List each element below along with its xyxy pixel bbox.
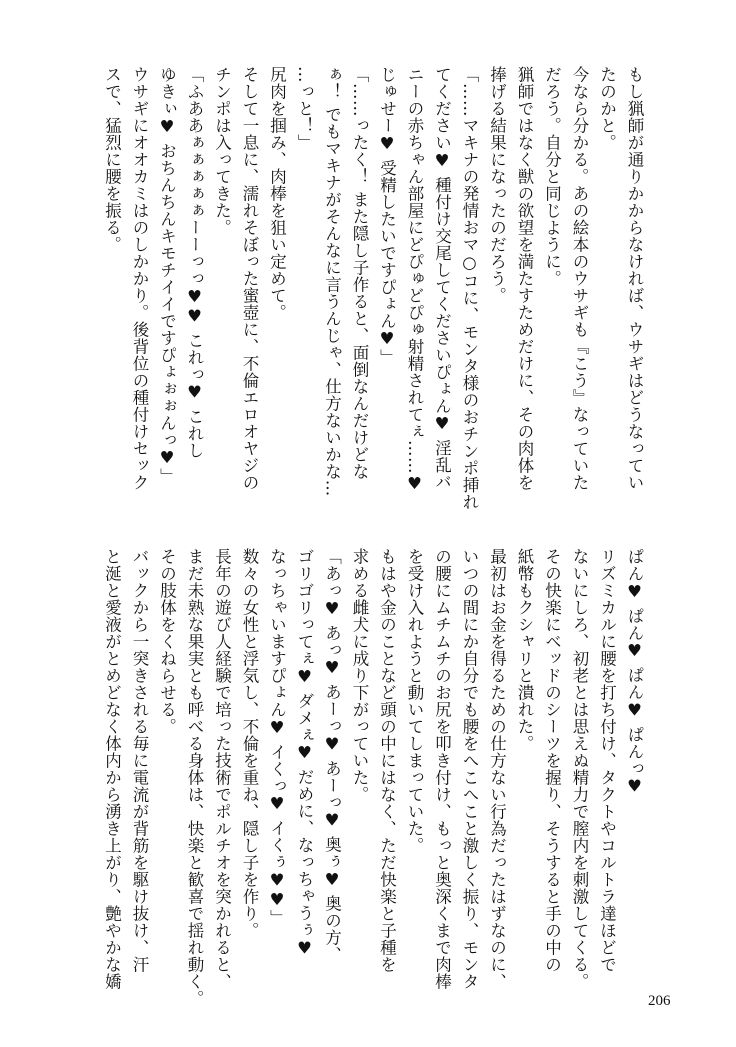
- text-line: たのかと。: [597, 66, 617, 151]
- text-line: そして一息に、濡れそぼった蜜壺に、不倫エロオヤジの: [240, 66, 259, 491]
- text-line: 紙幣もクシャリと潰れた。: [515, 548, 534, 752]
- text-line: 「ふああぁぁぁぁぁーーっっ♥♥ これっ♥ これし: [185, 66, 204, 459]
- text-line: 「……マキナの発情おマ○コに、モンタ様のおチンポ挿れ: [460, 66, 479, 511]
- text-line: 捧げる結果になったのだろう。: [487, 66, 507, 304]
- text-line: と涎と愛液がとめどなく体内から湧き上がり、艶やかな嬌: [102, 548, 122, 990]
- text-line: だろう。自分と同じように。: [542, 66, 562, 287]
- text-line: 数々の女性と浮気し、不倫を重ね、隠し子を作り。: [240, 548, 259, 939]
- text-line: スで、猛烈に腰を振る。: [102, 66, 122, 253]
- text-line: じゅせー♥ 受精したいですぴょん♥」: [377, 66, 397, 366]
- upper-text-block: [98, 66, 648, 511]
- text-line: 「……ったく！ また隠し子作ると、面倒なんだけどな: [350, 66, 369, 480]
- text-line: その肢体をくねらせる。: [157, 548, 177, 735]
- lower-text-block: [98, 548, 648, 1007]
- text-line: 猟師ではなく獣の欲望を満たすためだけに、その肉体を: [515, 66, 534, 491]
- text-line: その快楽にベッドのシーツを握り、そうすると手の中の: [542, 548, 562, 973]
- text-line: もはや金のことなど頭の中にはなく、ただ快楽と子種を: [377, 548, 397, 973]
- text-line: もし猟師が通りかからなければ、ウサギはどうなってい: [625, 66, 644, 491]
- text-line: バックから一突きされる毎に電流が背筋を駆け抜け、汗: [130, 548, 149, 973]
- text-line: ないにしろ、初老とは思えぬ精力で膣内を刺激してくる。: [570, 548, 589, 990]
- text-line: ゆきぃ♥ おちんちんキモチイイですぴょぉぉんっ♥」: [157, 66, 177, 485]
- text-line: 今なら分かる。あの絵本のウサギも『こう』なっていた: [570, 66, 589, 491]
- text-line: ウサギにオオカミはのしかかり。後背位の種付けセック: [130, 66, 149, 491]
- text-line: ぱん♥ ぱん♥ ぱん♥ ぱんっ♥: [625, 548, 644, 797]
- text-line: の腰にムチムチのお尻を叩き付け、もっと奥深くまで肉棒: [432, 548, 452, 990]
- text-line: いつの間にか自分でも腰をへこへこと激しく振り、モンタ: [460, 548, 479, 990]
- page-number: 206: [648, 993, 671, 1009]
- text-line: チンポは入ってきた。: [212, 66, 232, 236]
- text-line: ゴリゴリってぇ♥ ダメぇ♥ だめに、なっちゃうぅ♥: [295, 548, 314, 958]
- text-line: 最初はお金を得るための仕方ない行為だったはずなのに、: [487, 548, 507, 990]
- text-line: …っと！」: [295, 66, 314, 151]
- text-line: ニーの赤ちゃん部屋にどぴゅどぴゅ射精されてぇ……♥: [405, 66, 424, 494]
- text-line: 尻肉を掴み、肉棒を狙い定めて。: [267, 66, 287, 321]
- text-line: リズミカルに腰を打ち付け、タクトやコルトラ達ほどで: [597, 548, 617, 973]
- text-line: なっちゃいますぴょん♥ イくっ♥ イくぅ♥♥」: [267, 548, 287, 927]
- text-line: 長年の遊び人経験で培った技術でポルチオを突かれると、: [212, 548, 232, 990]
- text-line: まだ未熟な果実とも呼べる身体は、快楽と歓喜で揺れ動く。: [185, 548, 204, 1007]
- text-line: 「あっ♥ あっ♥ あーっ♥ あーっ♥ 奥ぅ♥ 奥の方、: [322, 548, 342, 964]
- text-line: 求める雌犬に成り下がっていた。: [350, 548, 369, 803]
- text-line: を受け入れようと動いてしまっていた。: [405, 548, 424, 854]
- text-line: ぁ！ でもマキナがそんなに言うんじゃ、仕方ないかな…: [322, 66, 342, 497]
- text-line: てください♥ 種付け交尾してくださいぴょん♥ 淫乱バ: [432, 66, 452, 491]
